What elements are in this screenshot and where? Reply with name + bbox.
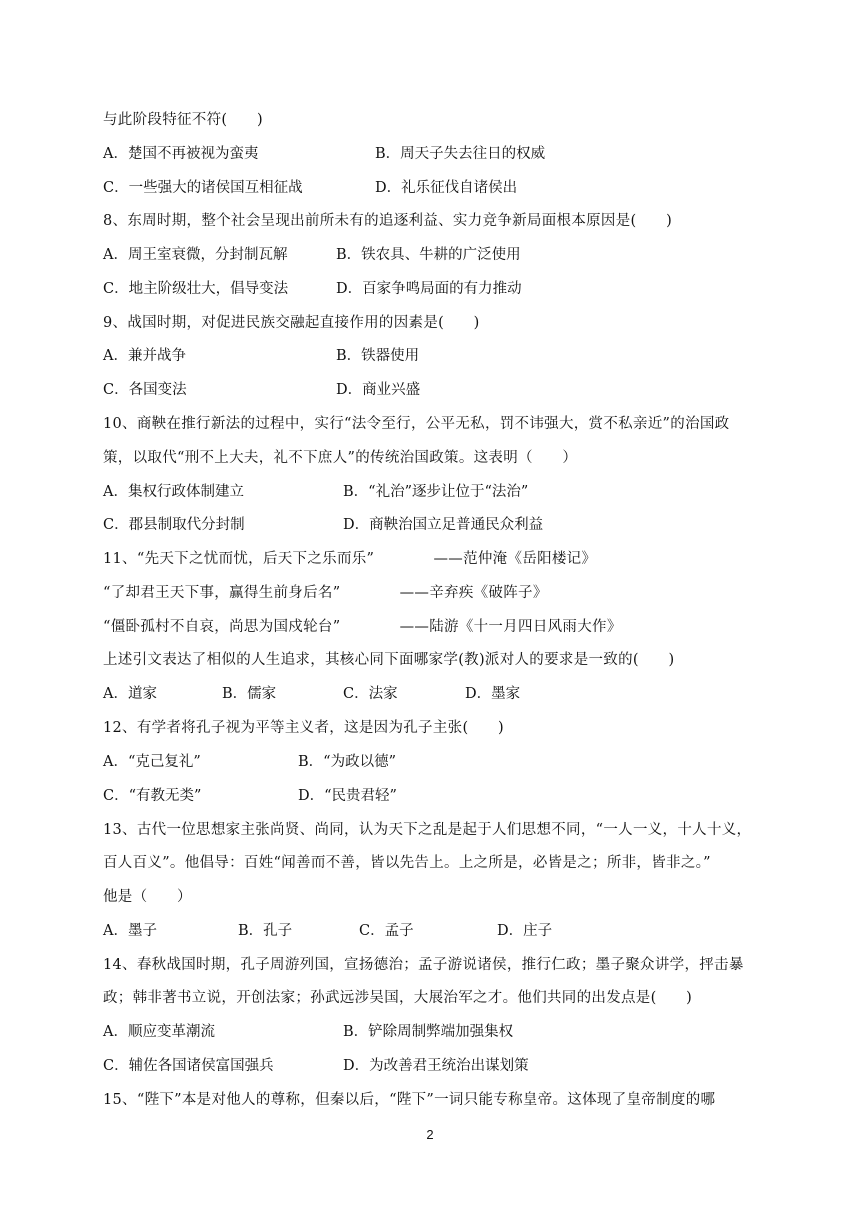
q7-option-d: D．礼乐征伐自诸侯出 — [375, 180, 518, 196]
question-9: 9、战国时期，对促进民族交融起直接作用的因素是( ) — [103, 315, 480, 331]
q8-option-c: C．地主阶级壮大，倡导变法 — [103, 281, 289, 297]
q7-option-b: B．周天子失去往日的权威 — [375, 146, 546, 162]
q14-option-c: C．辅佐各国诸侯富国强兵 — [103, 1058, 274, 1074]
q9-option-a: A．兼并战争 — [103, 348, 186, 364]
q10-option-c: C．郡县制取代分封制 — [103, 517, 245, 533]
question-14-line1: 14、春秋战国时期，孔子周游列国，宣扬德治；孟子游说诸侯，推行仁政；墨子聚众讲学，抨击暴 — [103, 957, 744, 973]
question-14-line2: 政；韩非著书立说，开创法家；孙武远涉吴国，大展治军之才。他们共同的出发点是( ) — [103, 990, 693, 1006]
q9-option-b: B．铁器使用 — [336, 348, 420, 364]
question-11-line2: “了却君王天下事，赢得生前身后名” ——辛弃疾《破阵子》 — [103, 585, 548, 601]
q9-option-d: D．商业兴盛 — [336, 382, 421, 398]
q12-option-a: A．“克己复礼” — [103, 754, 201, 770]
page-number: 2 — [426, 1127, 434, 1142]
question-15-line1: 15、“陛下”本是对他人的尊称，但秦以后，“陛下”一词只能专称皇帝。这体现了皇帝制度的哪 — [103, 1092, 716, 1108]
question-10-line1: 10、商鞅在推行新法的过程中，实行“法令至行，公平无私，罚不讳强大，赏不私亲近”的治国政 — [103, 416, 730, 432]
q11-option-d: D．墨家 — [465, 686, 521, 702]
q14-option-b: B．铲除周制弊端加强集权 — [343, 1024, 514, 1040]
question-11-line1: 11、“先天下之忧而忧，后天下之乐而乐” ——范仲淹《岳阳楼记》 — [103, 551, 597, 567]
q9-option-c: C．各国变法 — [103, 382, 187, 398]
question-10-line2: 策，以取代“刑不上大夫，礼不下庶人”的传统治国政策。这表明（ ） — [103, 450, 578, 466]
q13-option-b: B．孔子 — [238, 923, 293, 939]
q14-option-a: A．顺应变革潮流 — [103, 1024, 215, 1040]
q7-option-c: C．一些强大的诸侯国互相征战 — [103, 180, 303, 196]
q8-option-d: D．百家争鸣局面的有力推动 — [336, 281, 522, 297]
q10-option-d: D．商鞅治国立足普通民众利益 — [343, 517, 544, 533]
q7-option-a: A．楚国不再被视为蛮夷 — [103, 146, 259, 162]
q8-option-a: A．周王室衰微，分封制瓦解 — [103, 247, 288, 263]
question-13-line2: 百人百义”。他倡导：百姓“闻善而不善，皆以先告上。上之所是，必皆是之；所非，皆非之。” — [103, 855, 711, 871]
q14-option-d: D．为改善君王统治出谋划策 — [343, 1058, 529, 1074]
q12-option-b: B．“为政以德” — [298, 754, 396, 770]
q13-option-d: D．庄子 — [497, 923, 553, 939]
q12-option-c: C．“有教无类” — [103, 788, 202, 804]
q10-option-b: B．“礼治”逐步让位于“法治” — [343, 484, 529, 500]
q13-option-c: C．孟子 — [359, 923, 414, 939]
question-12: 12、有学者将孔子视为平等主义者，这是因为孔子主张( ) — [103, 720, 504, 736]
question-11-line4: 上述引文表达了相似的人生追求，其核心同下面哪家学(教)派对人的要求是一致的( ) — [103, 652, 675, 668]
q11-option-b: B．儒家 — [222, 686, 277, 702]
q10-option-a: A．集权行政体制建立 — [103, 484, 244, 500]
question-8: 8、东周时期，整个社会呈现出前所未有的追逐利益、实力竞争新局面根本原因是( ) — [103, 213, 673, 229]
q11-option-c: C．法家 — [343, 686, 398, 702]
question-13-line3: 他是（ ） — [103, 889, 192, 905]
q8-option-b: B．铁农具、牛耕的广泛使用 — [336, 247, 521, 263]
question-11-line3: “僵卧孤村不自哀，尚思为国戍轮台” ——陆游《十一月四日风雨大作》 — [103, 619, 622, 635]
question-7-tail: 与此阶段特征不符( ) — [103, 112, 263, 128]
question-13-line1: 13、古代一位思想家主张尚贤、尚同，认为天下之乱是起于人们思想不同，“一人一义，十人十义， — [103, 822, 752, 838]
q12-option-d: D．“民贵君轻” — [298, 788, 397, 804]
q11-option-a: A．道家 — [103, 686, 157, 702]
q13-option-a: A．墨子 — [103, 923, 157, 939]
